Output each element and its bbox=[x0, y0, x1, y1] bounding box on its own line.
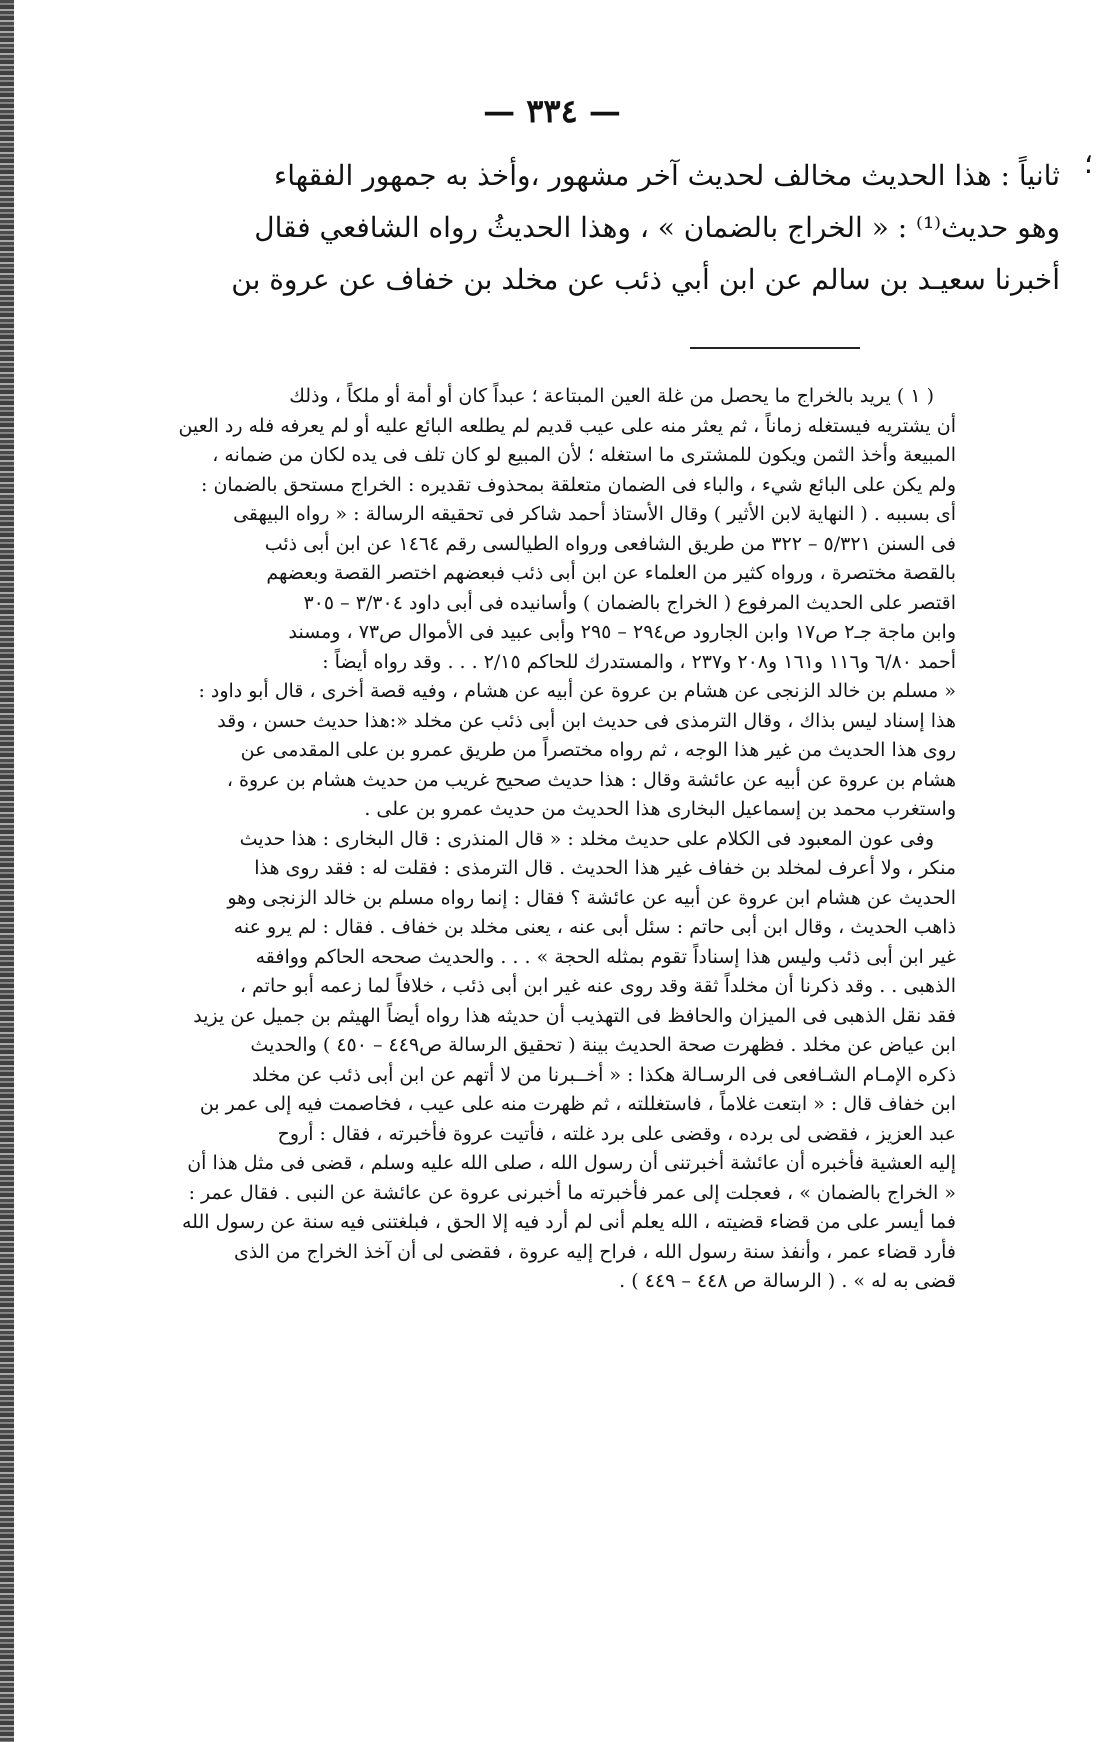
main-text-line: وهو حديث⁽¹⁾ : « الخراج بالضمان » ، وهذا الحديثُ رواه الشافعي فقال bbox=[254, 211, 1060, 244]
main-text-line: أخبرنا سعيـد بن سالم عن ابن أبي ذئب عن مخلد بن خفاف عن عروة بن bbox=[231, 263, 1060, 296]
footnote-line: اقتصر على الحديث المرفوع ( الخراج بالضمان ) وأسانيده فى أبى داود ٣/٣٠٤ – ٣٠٥ bbox=[303, 591, 956, 614]
footnote-line: أحمد ٦/٨٠ و١١٦ و١٦١ و٢٠٨ و٢٣٧ ، والمستدرك للحاكم ٢/١٥ . . . وقد رواه أيضاً : bbox=[322, 650, 956, 673]
footnote-line: « مسلم بن خالد الزنجى عن هشام بن عروة عن أبيه عن هشام ، وفيه قصة أخرى ، قال أبو داود : bbox=[198, 680, 956, 702]
footnote-line: ابن عياض عن مخلد . فظهرت صحة الحديث بينة ( تحقيق الرسالة ص٤٤٩ – ٤٥٠ ) والحديث bbox=[250, 1034, 956, 1056]
footnote-line: هشام بن عروة عن أبيه عن عائشة وقال : هذا حديث صحيح غريب من حديث هشام بن عروة ، bbox=[226, 768, 956, 791]
footnote-line: فقد نقل الذهبى فى الميزان والحافظ فى التهذيب أن حديثه هذا رواه أيضاً الهيثم بن جميل عن يزيد bbox=[193, 1004, 956, 1027]
footnote-line: ذكره الإمـام الشـافعى فى الرسـالة هكذا : « أخــبرنا من لا أتهم عن ابن أبى ذئب عن مخلد bbox=[251, 1063, 956, 1086]
footnote-line: أى بسببه . ( النهاية لابن الأثير ) وقال الأستاذ أحمد شاكر فى تحقيقه الرسالة : « رواه البيهقى bbox=[233, 503, 956, 525]
footnote-line: أن يشتريه فيستغله زماناً ، ثم يعثر منه على عيب قديم لم يطلعه البائع عليه أو لم يعرفه فله رد العين bbox=[178, 414, 956, 437]
footnote-line: وفى عون المعبود فى الكلام على حديث مخلد : « قال المنذرى : قال البخارى : هذا حديث bbox=[239, 827, 934, 850]
footnotes-block bbox=[96, 382, 956, 1297]
footnote-line: ذاهب الحديث ، وقال ابن أبى حاتم : سئل أبى عنه ، يعنى مخلد بن خفاف . فقال : لم يرو عنه bbox=[233, 916, 956, 938]
footnote-line: « الخراج بالضمان » ، فعجلت إلى عمر فأخبرته ما أخبرنى عروة عن عائشة عن النبى . فقال عمر : bbox=[188, 1181, 956, 1204]
footnote-line: واستغرب محمد بن إسماعيل البخارى هذا الحديث من حديث عمرو بن على . bbox=[364, 798, 956, 820]
margin-mark: ؛ bbox=[1084, 147, 1093, 180]
footnote-line: فأرد قضاء عمر ، وأنفذ سنة رسول الله ، فراح إليه عروة ، فقضى لى أن آخذ الخراج من الذى bbox=[234, 1240, 956, 1263]
footnote-line: هذا إسناد ليس بذاك ، وقال الترمذى فى حديث ابن أبى ذئب عن مخلد «:هذا حديث حسن ، وقد bbox=[217, 709, 956, 732]
footnote-line: ( ١ ) يريد بالخراج ما يحصل من غلة العين المبتاعة ؛ عبداً كان أو أمة أو ملكاً ، وذلك bbox=[289, 385, 934, 407]
footnote-line: فى السنن ٥/٣٢١ – ٣٢٢ من طريق الشافعى ورواه الطيالسى رقم ١٤٦٤ عن ابن أبى ذئب bbox=[264, 532, 956, 555]
footnote-line: الحديث عن هشام ابن عروة عن أبيه عن عائشة ؟ فقال : إنما رواه مسلم بن خالد الزنجى وهو bbox=[227, 886, 956, 909]
footnote-line: بالقصة مختصرة ، ورواه كثير من العلماء عن ابن أبى ذئب فبعضهم اختصر القصة وبعضهم bbox=[266, 562, 956, 584]
footnote-line: وابن ماجة جـ٢ ص١٧ وابن الجارود ص٢٩٤ – ٢٩٥ وأبى عبيد فى الأموال ص٧٣ ، ومسند bbox=[288, 621, 956, 643]
footnote-line: غير ابن أبى ذئب وليس هذا إسناداً تقوم بمثله الحجة » . . . والحديث صححه الحاكم ووافقه bbox=[255, 945, 956, 968]
footnote-line: عبد العزيز ، فقضى لى برده ، وقضى على برد غلته ، فأتيت عروة فأخبرته ، فقال : أروح bbox=[277, 1122, 956, 1145]
footnote-line: ولم يكن على البائع شيء ، والباء فى الضمان متعلقة بمحذوف تقديره : الخراج مستحق بالضمان : bbox=[201, 473, 956, 496]
scan-binding-edge bbox=[0, 0, 14, 1742]
footnote-line: روى هذا الحديث من غير هذا الوجه ، ثم رواه مختصراً من طريق عمرو بن على المقدمى عن bbox=[240, 739, 956, 761]
main-text-line: ثانياً : هذا الحديث مخالف لحديث آخر مشهور ،وأخذ به جمهور الفقهاء bbox=[274, 159, 1060, 192]
footnote-line: إليه العشية فأخبره أن عائشة أخبرتنى أن رسول الله ، صلى الله عليه وسلم ، قضى فى مثل هذا أن bbox=[187, 1152, 956, 1174]
page-number: — ٣٣٤ — bbox=[483, 92, 621, 130]
footnote-line: الذهبى . . وقد ذكرنا أن مخلداً ثقة وقد روى عنه غير ابن أبى ذئب ، خلافاً لما زعمه أبو حاتم ، bbox=[239, 975, 956, 997]
main-text-block bbox=[150, 150, 1060, 306]
footnote-line: المبيعة وأخذ الثمن ويكون للمشترى ما استغله ؛ لأن المبيع لو كان تلف فى يده لكان من ضمانه ، bbox=[212, 444, 956, 466]
footnote-line: فما أيسر على من قضاء قضيته ، الله يعلم أنى لم أرد فيه إلا الحق ، فبلغتنى فيه سنة عن رسول الله bbox=[181, 1211, 956, 1233]
footnote-line: منكر ، ولا أعرف لمخلد بن خفاف غير هذا الحديث . قال الترمذى : فقلت له : فقد روى هذا bbox=[254, 857, 956, 879]
footnote-separator-rule bbox=[690, 347, 860, 349]
footnote-line: ابن خفاف قال : « ابتعت غلاماً ، فاستغللته ، ثم ظهرت منه على عيب ، فخاصمت فيه إلى عمر بن bbox=[199, 1093, 956, 1115]
footnote-line: قضى به له » . ( الرسالة ص ٤٤٨ – ٤٤٩ ) . bbox=[619, 1270, 956, 1292]
